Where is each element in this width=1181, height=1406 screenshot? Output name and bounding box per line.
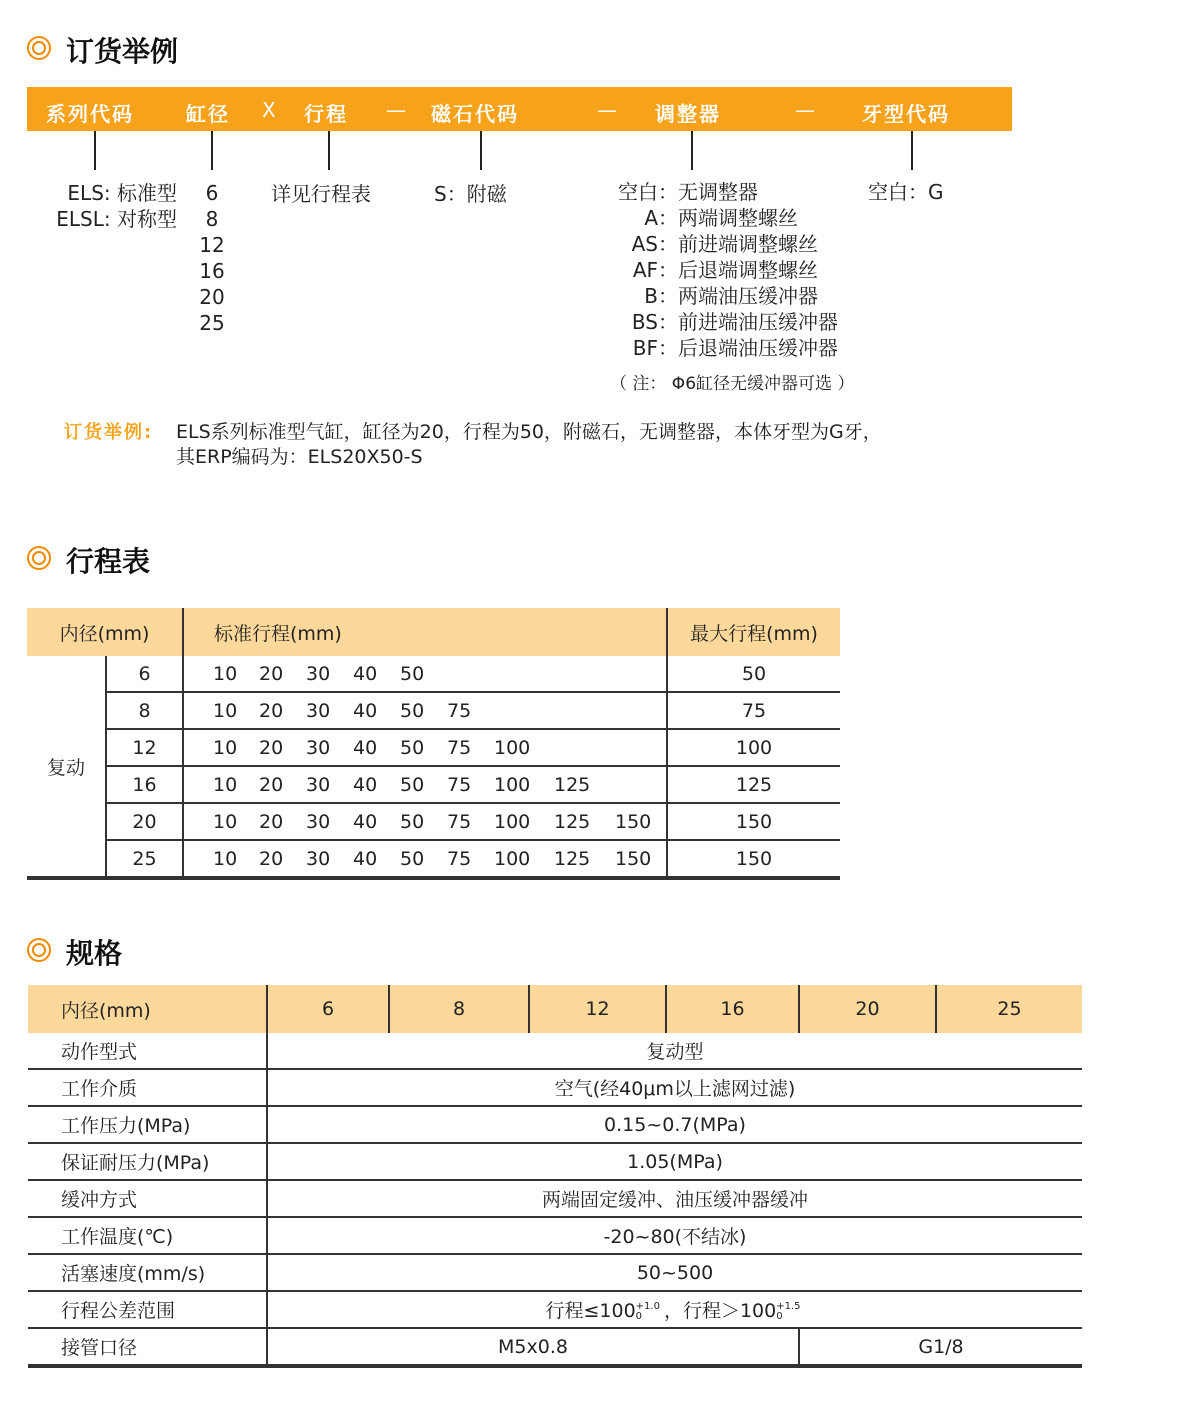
tolerance-part: 行程≤100 (545, 1300, 636, 1322)
connector-line (328, 131, 330, 170)
stroke-value: 40 (353, 662, 378, 685)
series-options (27, 180, 177, 232)
spec-header-bore: 6 (267, 985, 389, 1033)
tolerance-upper: +1.5 (776, 1300, 801, 1312)
connector-line (480, 131, 482, 170)
stroke-value: 50 (400, 810, 425, 833)
stroke-value: 20 (259, 699, 284, 722)
spec-header-bore: 20 (799, 985, 936, 1033)
bar-thread-code: 牙型代码 (862, 102, 950, 126)
regulator-desc: 两端调整螺丝 (678, 206, 798, 230)
spec-value-port-large: G1/8 (799, 1328, 1082, 1366)
example-line: 其ERP编码为：ELS20X50-S (176, 446, 423, 468)
bar-dash-3: — (795, 98, 817, 122)
stroke-value: 20 (259, 736, 284, 759)
tolerance-sep: ， (663, 1300, 683, 1322)
regulator-code: B： (644, 284, 678, 308)
connector-line (691, 131, 693, 170)
stroke-value: 20 (259, 810, 284, 833)
row-max-stroke: 100 (667, 729, 840, 766)
stroke-value: 150 (615, 847, 652, 870)
stroke-table (27, 608, 840, 880)
tolerance-part: 行程＞100 (682, 1300, 777, 1322)
row-bore: 20 (106, 803, 183, 840)
stroke-value: 50 (400, 847, 425, 870)
stroke-value: 10 (213, 773, 238, 796)
row-bore: 8 (106, 692, 183, 729)
stroke-table-row (27, 729, 840, 766)
header-max-stroke: 最大行程(mm) (690, 622, 818, 645)
stroke-value: 100 (494, 773, 531, 796)
magnet-option: S：附磁 (434, 182, 507, 206)
spec-label: 工作介质 (28, 1069, 267, 1106)
section-bullet-icon (27, 36, 51, 60)
section-title-spec: 规格 (66, 937, 123, 970)
regulator-code: BF： (632, 336, 678, 360)
spec-label: 缓冲方式 (28, 1180, 267, 1217)
tolerance-sup (776, 1302, 800, 1322)
connector-line (211, 131, 213, 170)
bore-option: 25 (199, 311, 225, 335)
spec-row (28, 1217, 1082, 1254)
spec-row (28, 1180, 1082, 1217)
spec-value: 两端固定缓冲、油压缓冲器缓冲 (267, 1180, 1082, 1217)
stroke-value: 75 (447, 736, 472, 759)
row-standard-strokes (183, 692, 667, 729)
spec-label: 动作型式 (28, 1033, 267, 1069)
spec-value-tolerance (267, 1291, 1082, 1328)
spec-label: 行程公差范围 (28, 1291, 267, 1328)
stroke-value: 10 (213, 699, 238, 722)
row-bore: 6 (106, 656, 183, 692)
stroke-value: 50 (400, 773, 425, 796)
stroke-value: 30 (306, 699, 331, 722)
spec-label: 保证耐压力(MPa) (28, 1143, 267, 1180)
spec-value: 50~500 (267, 1254, 1082, 1291)
bore-option: 8 (205, 207, 219, 231)
tolerance-lower: 0 (635, 1310, 643, 1322)
section-title-stroke: 行程表 (66, 545, 151, 578)
stroke-value: 10 (213, 736, 238, 759)
bar-dash-1: — (386, 98, 408, 122)
row-max-stroke: 50 (667, 656, 840, 692)
stroke-value: 30 (306, 810, 331, 833)
example-label: 订货举例: (64, 422, 154, 443)
row-standard-strokes (183, 803, 667, 840)
section-bullet-icon (27, 546, 51, 570)
series-option: ELSL: 对称型 (56, 207, 177, 231)
regulator-desc: 两端油压缓冲器 (678, 284, 818, 308)
row-max-stroke: 75 (667, 692, 840, 729)
row-bore: 16 (106, 766, 183, 803)
regulator-desc: 后退端油压缓冲器 (678, 336, 838, 360)
stroke-value: 20 (259, 847, 284, 870)
bar-series-code: 系列代码 (46, 102, 134, 126)
stroke-value: 40 (353, 736, 378, 759)
stroke-value: 20 (259, 773, 284, 796)
stroke-value: 75 (447, 699, 472, 722)
stroke-table-row (27, 692, 840, 729)
row-max-stroke: 150 (667, 803, 840, 840)
regulator-desc: 前进端调整螺丝 (678, 232, 818, 256)
spec-table (28, 985, 1082, 1368)
stroke-value: 40 (353, 773, 378, 796)
bore-option: 16 (199, 259, 225, 283)
spec-header-bore: 25 (997, 998, 1022, 1020)
stroke-value: 75 (447, 810, 472, 833)
spec-row (28, 1254, 1082, 1291)
spec-header-bore: 16 (666, 985, 799, 1033)
regulator-note: （ 注： Φ6缸径无缓冲器可选 ） (610, 374, 855, 394)
stroke-value: 10 (213, 810, 238, 833)
row-standard-strokes (183, 729, 667, 766)
section-bullet-icon (27, 938, 51, 962)
stroke-value: 20 (259, 662, 284, 685)
regulator-code: A： (644, 206, 678, 230)
tolerance-upper: +1.0 (635, 1300, 660, 1312)
spec-table-header (28, 985, 1082, 1033)
section-title-order: 订货举例 (66, 35, 179, 68)
spec-value: -20~80(不结冰) (267, 1217, 1082, 1254)
stroke-table-row (27, 766, 840, 803)
stroke-value: 100 (494, 810, 531, 833)
tolerance-sup (636, 1302, 660, 1322)
row-standard-strokes (183, 656, 667, 692)
regulator-code: AF： (632, 258, 678, 282)
bore-option: 6 (205, 181, 219, 205)
bar-dash-2: — (597, 98, 619, 122)
stroke-value: 40 (353, 847, 378, 870)
stroke-value: 40 (353, 810, 378, 833)
regulator-code: AS： (631, 232, 678, 256)
spec-row (28, 1069, 1082, 1106)
spec-label: 工作温度(℃) (28, 1217, 267, 1254)
bar-x: X (262, 98, 278, 122)
spec-row (28, 1143, 1082, 1180)
spec-header-bore: 8 (389, 985, 529, 1033)
series-option: ELS: 标准型 (67, 181, 177, 205)
row-bore: 25 (106, 840, 183, 878)
stroke-value: 150 (615, 810, 652, 833)
spec-value: 0.15~0.7(MPa) (267, 1106, 1082, 1143)
group-label: 复动 (27, 656, 106, 878)
stroke-value: 75 (447, 847, 472, 870)
spec-value: 空气(经40μm以上滤网过滤) (267, 1069, 1082, 1106)
spec-label: 工作压力(MPa) (28, 1106, 267, 1143)
regulator-options (560, 179, 838, 361)
stroke-table-row (27, 656, 840, 692)
regulator-code: 空白： (618, 180, 678, 204)
header-standard-stroke: 标准行程(mm) (183, 608, 667, 656)
spec-value: 复动型 (267, 1033, 1082, 1069)
row-standard-strokes (183, 840, 667, 878)
stroke-value: 50 (400, 662, 425, 685)
regulator-desc: 前进端油压缓冲器 (678, 310, 838, 334)
connector-line (94, 131, 96, 170)
stroke-table-row (27, 840, 840, 878)
thread-option: 空白：G (868, 180, 944, 204)
example-text (176, 420, 882, 470)
stroke-value: 30 (306, 847, 331, 870)
spec-header-label: 内径(mm) (28, 985, 267, 1033)
row-standard-strokes (183, 766, 667, 803)
stroke-value: 40 (353, 699, 378, 722)
regulator-code: BS： (631, 310, 678, 334)
stroke-value: 100 (494, 736, 531, 759)
bore-options (197, 180, 227, 336)
stroke-option: 详见行程表 (271, 182, 371, 206)
spec-value-port-small: M5x0.8 (267, 1328, 799, 1366)
spec-label: 接管口径 (28, 1328, 267, 1366)
stroke-value: 30 (306, 736, 331, 759)
spec-row-tolerance (28, 1291, 1082, 1328)
spec-value: 1.05(MPa) (267, 1143, 1082, 1180)
stroke-value: 125 (554, 810, 591, 833)
tolerance-lower: 0 (776, 1310, 783, 1322)
bar-stroke: 行程 (304, 102, 348, 126)
spec-label: 活塞速度(mm/s) (28, 1254, 267, 1291)
stroke-value: 100 (494, 847, 531, 870)
bar-magnet-code: 磁石代码 (431, 102, 519, 126)
stroke-value: 10 (213, 662, 238, 685)
bore-option: 12 (199, 233, 225, 257)
header-bore: 内径(mm) (27, 608, 183, 656)
stroke-value: 30 (306, 662, 331, 685)
stroke-table-row (27, 803, 840, 840)
stroke-value: 125 (554, 847, 591, 870)
stroke-value: 50 (400, 699, 425, 722)
stroke-value: 50 (400, 736, 425, 759)
spec-header-bore: 12 (529, 985, 666, 1033)
bar-regulator: 调整器 (655, 102, 721, 126)
regulator-desc: 后退端调整螺丝 (678, 258, 818, 282)
connector-line (911, 131, 913, 170)
example-line: ELS系列标准型气缸，缸径为20，行程为50，附磁石，无调整器，本体牙型为G牙， (176, 421, 882, 443)
stroke-table-header (27, 608, 840, 656)
row-bore: 12 (106, 729, 183, 766)
spec-row (28, 1033, 1082, 1069)
stroke-value: 10 (213, 847, 238, 870)
spec-row-port (28, 1328, 1082, 1366)
stroke-value: 125 (554, 773, 591, 796)
stroke-value: 30 (306, 773, 331, 796)
spec-row (28, 1106, 1082, 1143)
stroke-value: 75 (447, 773, 472, 796)
bore-option: 20 (199, 285, 225, 309)
regulator-desc: 无调整器 (678, 180, 758, 204)
bar-bore: 缸径 (186, 102, 230, 126)
row-max-stroke: 125 (667, 766, 840, 803)
row-max-stroke: 150 (667, 840, 840, 878)
